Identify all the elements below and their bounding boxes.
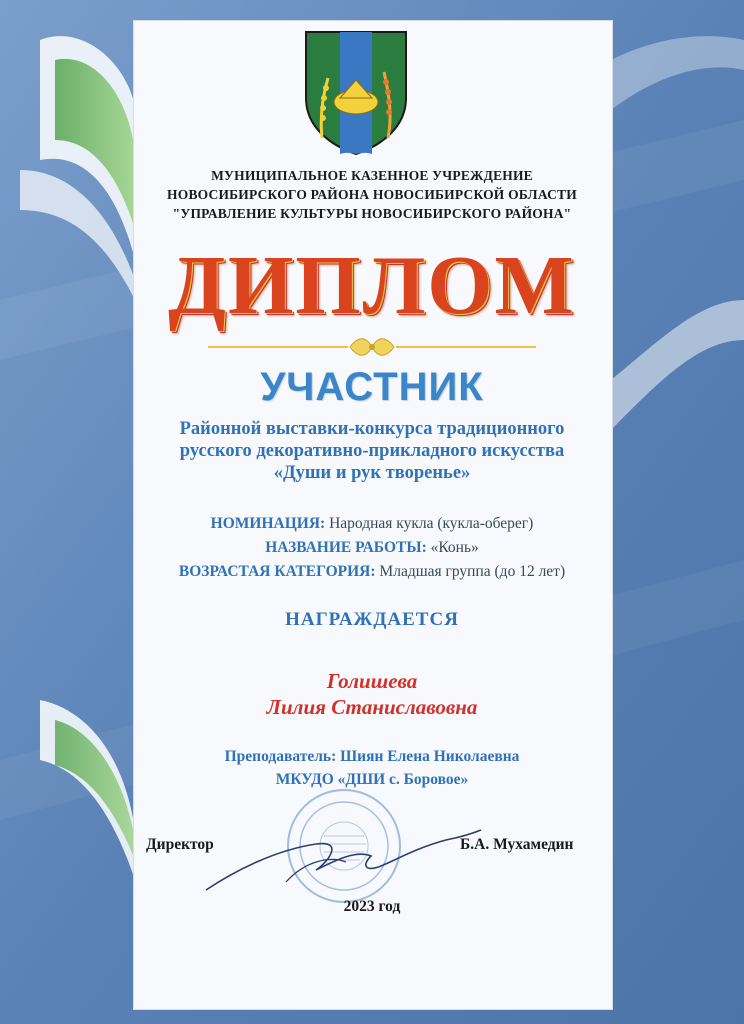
- detail-value: «Конь»: [430, 539, 479, 556]
- detail-work-title: [140, 536, 604, 560]
- recipient-name: [140, 668, 604, 720]
- detail-value: Младшая группа (до 12 лет): [379, 563, 566, 580]
- awarded-label: НАГРАЖДАЕТСЯ: [285, 609, 459, 630]
- coat-of-arms-icon: [300, 28, 412, 158]
- organization-line-2: НОВОСИБИРСКОГО РАЙОНА НОВОСИБИРСКОЙ ОБЛАСТИ: [167, 187, 577, 202]
- event-line-3: «Души и рук творенье»: [273, 463, 471, 483]
- event-line-2: русского декоративно-прикладного искусства: [179, 441, 565, 461]
- recipient-surname: Голишева: [326, 669, 418, 693]
- organization-line-3: "УПРАВЛЕНИЕ КУЛЬТУРЫ НОВОСИБИРСКОГО РАЙОНА": [172, 206, 572, 221]
- detail-label: НАЗВАНИЕ РАБОТЫ:: [265, 539, 427, 556]
- issue-year: 2023 год: [343, 898, 401, 915]
- signature-icon: [196, 820, 486, 900]
- director-name: Б.А. Мухамедин: [460, 836, 574, 853]
- detail-value: Народная кукла (кукла-оберег): [329, 515, 534, 532]
- event-line-1: Районной выставки-конкурса традиционного: [179, 419, 565, 439]
- diploma-title: ДИПЛОМ: [168, 239, 576, 332]
- teacher-info: [140, 745, 604, 791]
- ornament-divider-icon: [208, 336, 536, 358]
- teacher-name: Преподаватель: Шиян Елена Николаевна: [224, 748, 520, 765]
- organization-header: [140, 166, 604, 223]
- detail-label: ВОЗРАСТАЯ КАТЕГОРИЯ:: [178, 563, 376, 580]
- event-description: [140, 418, 604, 484]
- recipient-given-names: Лилия Станиславовна: [266, 695, 478, 719]
- director-role: Директор: [146, 836, 214, 853]
- entry-details: [140, 512, 604, 584]
- teacher-school: МКУДО «ДШИ с. Боровое»: [275, 771, 469, 788]
- detail-nomination: [140, 512, 604, 536]
- detail-label: НОМИНАЦИЯ:: [210, 515, 326, 532]
- organization-line-1: МУНИЦИПАЛЬНОЕ КАЗЕННОЕ УЧРЕЖДЕНИЕ: [211, 168, 533, 183]
- participant-label: УЧАСТНИК: [260, 365, 484, 409]
- detail-age-category: [140, 560, 604, 584]
